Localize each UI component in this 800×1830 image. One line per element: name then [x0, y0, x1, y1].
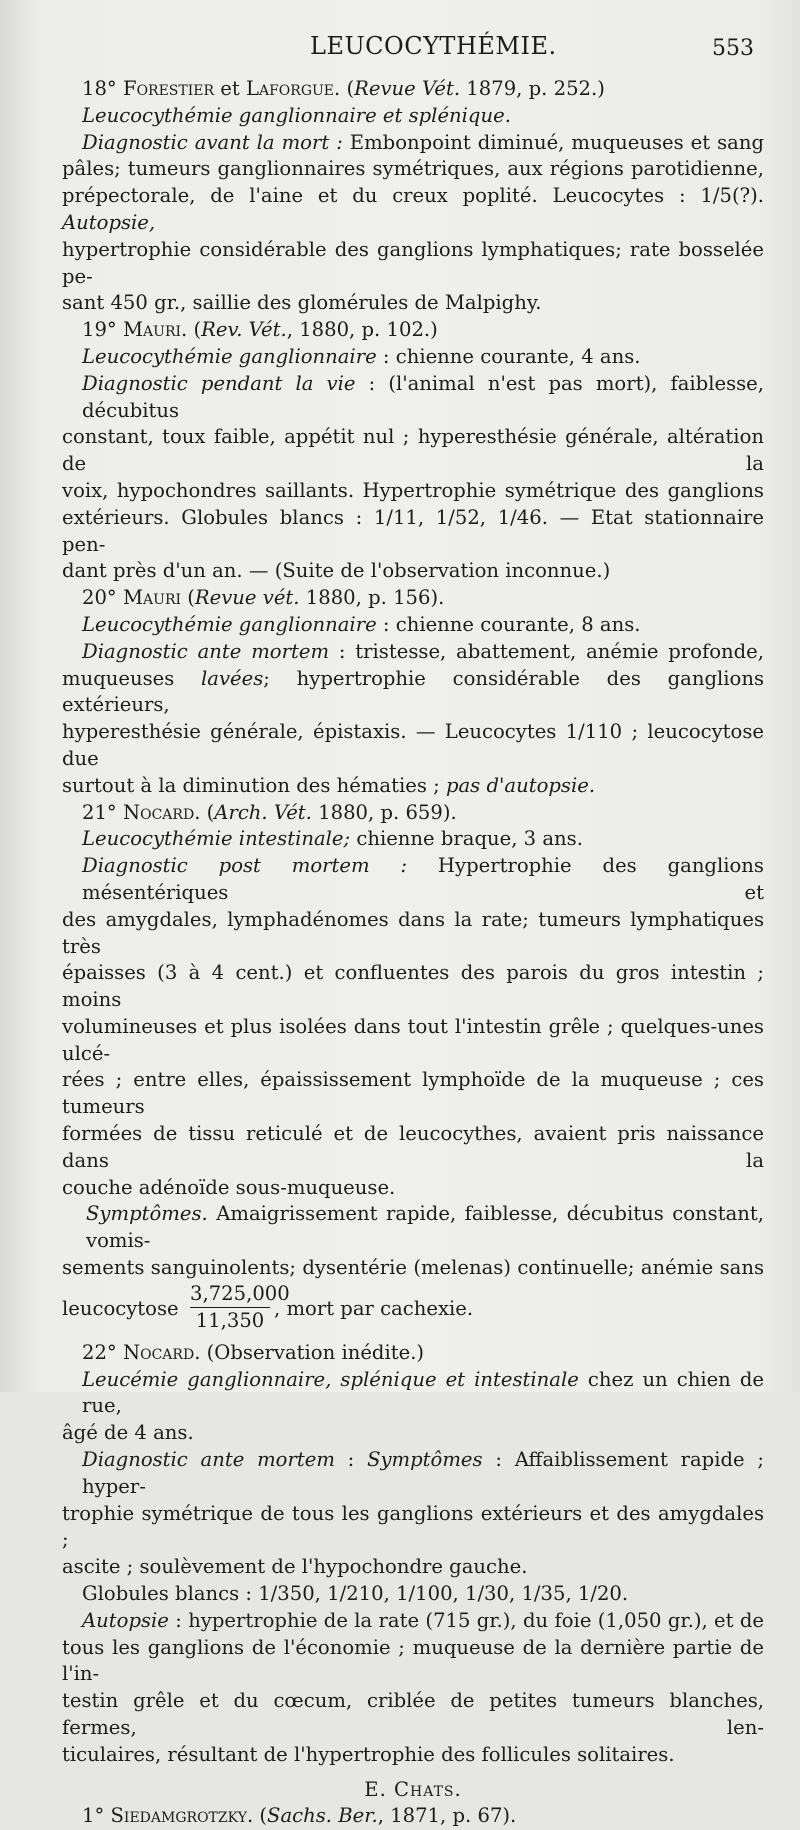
text-segment: Autopsie,: [62, 210, 156, 234]
text-line: [62, 1340, 764, 1367]
text-segment: Autopsie: [82, 1608, 169, 1632]
text-segment: muqueuses: [62, 666, 202, 690]
page-body: [62, 76, 764, 1830]
text-line: [62, 1635, 764, 1689]
text-segment: dant près d'un an. — (Suite de l'observation inconnue.): [62, 559, 611, 583]
text-segment: 1880, p. 659).: [311, 800, 457, 824]
text-segment: . (: [246, 1804, 268, 1828]
text-segment: Rev. Vét.: [201, 318, 287, 342]
text-line: [62, 237, 764, 291]
text-segment: 1879, p. 252.): [460, 77, 605, 100]
text-line: [62, 612, 764, 639]
text-line: [62, 639, 764, 666]
text-line: [62, 478, 764, 505]
fraction-numerator: 3,725,000: [190, 1281, 290, 1305]
text-line: [62, 853, 764, 907]
text-segment: hyperesthésie générale, épistaxis. — Leucocytes 1/110 ; leucocytose due: [62, 720, 764, 770]
text-line: [62, 1175, 764, 1202]
text-segment: :: [334, 1448, 368, 1472]
text-segment: . (Observation inédite.): [194, 1340, 425, 1364]
text-segment: 1880, p. 156).: [299, 586, 445, 610]
text-segment: surtout à la diminution des hématies ;: [62, 773, 446, 797]
text-line: [62, 800, 764, 827]
text-line: [62, 76, 764, 103]
text-segment: Diagnostic avant la mort :: [82, 130, 343, 154]
text-segment: formées de tissu reticulé et de leucocythes, avaient pris naissance dans la: [62, 1122, 764, 1172]
text-segment: Mauri: [122, 586, 182, 610]
text-segment: âgé de 4 ans.: [62, 1421, 194, 1445]
text-line: [62, 960, 764, 1014]
text-segment: Globules blancs : 1/350, 1/210, 1/100, 1/30, 1/35, 1/20.: [82, 1582, 629, 1606]
text-segment: couche adénoïde sous-muqueuse.: [62, 1175, 396, 1199]
text-segment: Diagnostic ante mortem: [82, 639, 330, 663]
text-segment: sements sanguinolents; dysentérie (melenas) continuelle; anémie sans: [62, 1256, 764, 1280]
text-line: [62, 585, 764, 612]
text-segment: . (: [194, 800, 215, 824]
text-segment: . (: [334, 77, 355, 100]
text-segment: Arch. Vét.: [214, 800, 312, 824]
text-segment: tous les ganglions de l'économie ; muqueuse de la dernière partie de l'in-: [62, 1635, 764, 1686]
text-line: [62, 424, 764, 478]
page-number: 553: [712, 36, 754, 61]
text-segment: extérieurs. Globules blancs : 1/11, 1/52, 1/46. — Etat stationnaire pen-: [62, 505, 764, 556]
text-segment: rées ; entre elles, épaississement lymphoïde de la muqueuse ; ces tumeurs: [62, 1068, 764, 1119]
text-line: [62, 103, 764, 130]
text-segment: : tristesse, abattement, anémie profonde,: [329, 639, 764, 663]
text-line: [62, 505, 764, 559]
text-segment: Leucocythémie intestinale;: [82, 827, 351, 851]
text-segment: 21°: [82, 800, 123, 824]
text-segment: épaisses (3 à 4 cent.) et confluentes des parois du gros intestin ; moins: [62, 961, 764, 1012]
text-line: [62, 1501, 764, 1555]
text-line: [62, 1255, 764, 1282]
text-segment: Forestier: [122, 77, 215, 100]
text-line: [62, 1067, 764, 1121]
text-line: [62, 1608, 764, 1635]
text-segment: Diagnostic pendant la vie: [82, 371, 356, 395]
text-line: [62, 1447, 764, 1501]
text-segment: Siedamgrotzky: [110, 1804, 247, 1828]
text-line: [62, 317, 764, 344]
observation-block-2: [62, 1340, 764, 1769]
text-segment: Leucocythémie ganglionnaire: [82, 344, 377, 368]
text-line: [62, 371, 764, 425]
text-segment: testin grêle et du cœcum, criblée de petites tumeurs blanches, fermes, len-: [62, 1689, 764, 1740]
fraction-line: [62, 1281, 764, 1340]
fraction-right-text: , mort par cachexie.: [274, 1296, 474, 1320]
text-segment: 18°: [82, 77, 123, 100]
text-segment: 20°: [82, 586, 123, 610]
text-line: [62, 156, 764, 183]
text-line: [62, 1581, 764, 1608]
text-segment: chez un chien de rue,: [82, 1367, 764, 1418]
text-segment: Diagnostic ante mortem: [82, 1448, 335, 1472]
text-line: [62, 1201, 764, 1255]
section-title: E. Chats.: [364, 1777, 462, 1801]
text-segment: constant, toux faible, appétit nul ; hyperesthésie générale, altération de la: [62, 425, 764, 476]
text-segment: Amaigrissement rapide, faiblesse, décubitus constant, vomis-: [86, 1202, 764, 1253]
observation-block-1: [62, 76, 764, 1282]
fraction: [190, 1281, 290, 1333]
text-segment: chienne braque, 3 ans.: [350, 827, 583, 851]
text-segment: Leucocythémie ganglionnaire et splénique.: [82, 103, 511, 127]
text-segment: Nocard: [122, 1340, 195, 1364]
text-segment: : Affaiblissement rapide ; hyper-: [82, 1448, 764, 1498]
text-segment: prépectorale, de l'aine et du creux poplité. Leucocytes : 1/5(?).: [62, 184, 764, 208]
text-segment: : hypertrophie de la rate (715 gr.), du foie (1,050 gr.), et de: [168, 1608, 764, 1632]
text-segment: Diagnostic post mortem :: [82, 854, 408, 878]
text-line: [62, 344, 764, 371]
text-line: [62, 130, 764, 157]
text-segment: (: [181, 586, 195, 610]
text-segment: . (: [181, 318, 202, 342]
text-segment: ; hypertrophie considérable des ganglions extérieurs,: [62, 666, 765, 717]
text-segment: 1°: [82, 1804, 111, 1828]
text-segment: ticulaires, résultant de l'hypertrophie des follicules solitaires.: [62, 1742, 675, 1766]
text-segment: Nocard: [122, 800, 195, 824]
text-line: [62, 907, 764, 961]
text-segment: Embonpoint diminué, muqueuses et sang: [342, 130, 764, 154]
text-line: [62, 1014, 764, 1068]
text-segment: des amygdales, lymphadénomes dans la rate; tumeurs lymphatiques très: [62, 907, 764, 958]
text-line: [62, 1367, 764, 1421]
text-line: [62, 773, 764, 800]
text-line: [62, 1121, 764, 1175]
fraction-denominator: 11,350: [195, 1308, 265, 1332]
observation-block-3: [62, 1803, 764, 1830]
text-segment: : chienne courante, 8 ans.: [376, 612, 641, 636]
text-line: [62, 1803, 764, 1830]
text-segment: ascite ; soulèvement de l'hypochondre gauche.: [62, 1555, 528, 1579]
text-line: [62, 719, 764, 773]
text-line: [62, 1420, 764, 1447]
text-segment: Hypertrophie des ganglions mésentériques et: [82, 854, 764, 904]
text-segment: volumineuses et plus isolées dans tout l'intestin grêle ; quelques-unes ulcé-: [62, 1014, 764, 1065]
text-segment: Sachs. Ber.: [267, 1804, 378, 1828]
text-line: [62, 1688, 764, 1742]
text-segment: 22°: [82, 1340, 123, 1364]
text-segment: pas d'autopsie.: [445, 773, 596, 797]
text-segment: sant 450 gr., saillie des glomérules de Malpighy.: [62, 291, 542, 315]
text-segment: , 1880, p. 102.): [286, 318, 438, 342]
text-line: [62, 826, 764, 853]
text-line: [62, 666, 764, 720]
text-segment: : (l'animal n'est pas mort), faiblesse, décubitus: [82, 371, 764, 422]
text-segment: 19°: [82, 318, 123, 342]
text-line: [62, 558, 764, 585]
text-line: [62, 290, 764, 317]
text-segment: Revue Vét.: [354, 77, 461, 100]
text-segment: et: [214, 77, 246, 100]
text-line: [62, 1742, 764, 1769]
text-segment: : chienne courante, 4 ans.: [376, 344, 641, 368]
text-segment: Symptômes.: [86, 1202, 208, 1226]
text-segment: lavées: [201, 666, 264, 690]
text-segment: pâles; tumeurs ganglionnaires symétriques, aux régions parotidienne,: [62, 157, 764, 181]
text-line: [62, 183, 764, 237]
page-header: [0, 30, 800, 66]
text-segment: Leucémie ganglionnaire, splénique et intestinale: [82, 1367, 579, 1391]
text-segment: trophie symétrique de tous les ganglions extérieurs et des amygdales ;: [62, 1501, 764, 1552]
fraction-left-text: leucocytose: [62, 1296, 179, 1320]
text-segment: Laforgue: [245, 77, 335, 100]
fraction-bar: [190, 1307, 270, 1308]
text-segment: Mauri: [122, 318, 182, 342]
text-segment: voix, hypochondres saillants. Hypertrophie symétrique des ganglions: [62, 478, 764, 502]
text-segment: Leucocythémie ganglionnaire: [82, 612, 377, 636]
text-segment: Symptômes: [367, 1448, 483, 1472]
text-segment: , 1871, p. 67).: [377, 1804, 517, 1828]
text-segment: hypertrophie considérable des ganglions lymphatiques; rate bosselée pe-: [62, 237, 764, 288]
running-title: LEUCOCYTHÉMIE.: [310, 32, 557, 60]
text-segment: Revue vét.: [194, 586, 300, 610]
text-line: [62, 1554, 764, 1581]
